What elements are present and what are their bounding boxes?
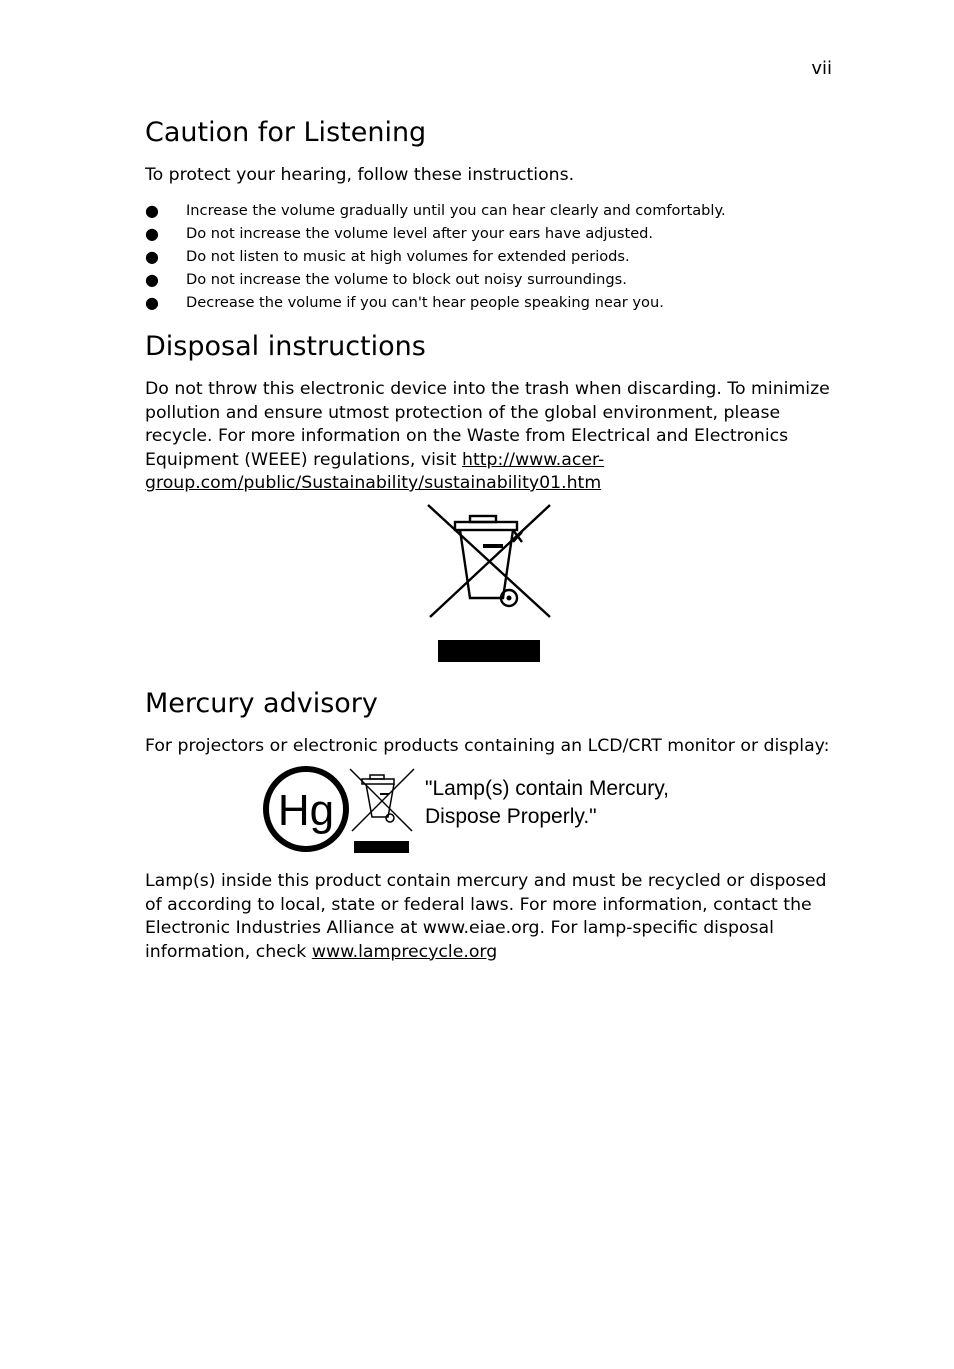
list-item-text: Do not increase the volume to block out noisy surroundings. — [186, 271, 627, 288]
disposal-text: Do not throw this electronic device into the trash when discarding. To minimize pollution and ensure utmost protection of the global environment, please recycle. For more information on the Waste from Electrical and Electronics Equipment (WEEE) regulations, visit — [145, 379, 830, 470]
lamp-warning-line-2: Dispose Properly." — [425, 805, 597, 828]
list-item — [145, 222, 835, 245]
list-item-text: Do not increase the volume level after your ears have adjusted. — [186, 225, 654, 242]
mercury-hg-symbol-icon — [262, 765, 417, 857]
disposal-body — [145, 378, 835, 496]
mercury-heading: Mercury advisory — [145, 688, 378, 719]
list-item — [145, 291, 835, 314]
list-item-text: Do not listen to music at high volumes for extended periods. — [186, 248, 630, 265]
list-item — [145, 268, 835, 291]
lamp-warning-line-1: "Lamp(s) contain Mercury, — [425, 777, 669, 800]
lamp-warning — [425, 775, 669, 831]
bullet-icon: ● — [145, 201, 159, 220]
weee-link[interactable]: http://www.acer-group.com/public/Sustainability/sustainability01.htm — [145, 449, 605, 493]
caution-intro: To protect your hearing, follow these instructions. — [145, 165, 575, 185]
list-item-text: Increase the volume gradually until you can hear clearly and comfortably. — [186, 202, 726, 219]
page-number: vii — [811, 58, 832, 79]
hg-symbol-text: Hg — [277, 786, 335, 835]
mercury-text: Lamp(s) inside this product contain mercury and must be recycled or disposed of according to local, state or federal laws. For more information, contact the Electronic Industries Alliance at www.eiae.org. For lamp-specific disposal information, check — [145, 871, 827, 962]
bullet-icon: ● — [145, 293, 159, 312]
list-item-text: Decrease the volume if you can't hear people speaking near you. — [186, 294, 664, 311]
bullet-icon: ● — [145, 270, 159, 289]
caution-heading: Caution for Listening — [145, 117, 427, 148]
bullet-icon: ● — [145, 247, 159, 266]
crossed-out-wheelie-bin-icon — [425, 502, 555, 667]
disposal-heading: Disposal instructions — [145, 331, 426, 362]
mercury-body — [145, 870, 835, 964]
list-item — [145, 245, 835, 268]
mercury-intro: For projectors or electronic products containing an LCD/CRT monitor or display: — [145, 736, 830, 756]
caution-list — [145, 199, 835, 314]
bullet-icon: ● — [145, 224, 159, 243]
list-item — [145, 199, 835, 222]
lamprecycle-link[interactable]: www.lamprecycle.org — [311, 941, 498, 962]
